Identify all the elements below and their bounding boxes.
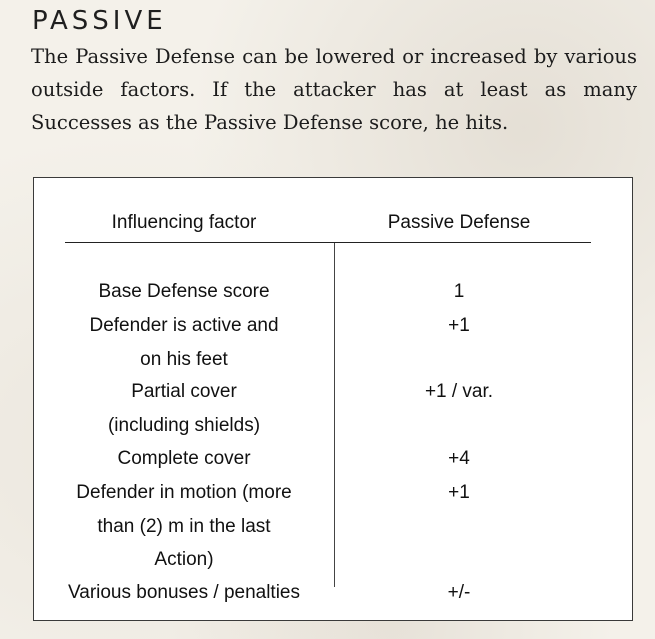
factor-line: than (2) m in the last	[97, 515, 271, 537]
factor-cell-complete-cover	[54, 442, 314, 476]
header-rule	[65, 242, 591, 243]
factor-line: Partial cover	[131, 381, 237, 402]
factor-cell-base-defense	[54, 275, 314, 309]
intro-paragraph: The Passive Defense can be lowered or increased by various outside factors. If the attacker has at least as many Successes as the Passive Defense score, he hits.	[31, 45, 637, 134]
factor-cell-various	[54, 576, 314, 610]
factor-cell-partial-cover	[54, 375, 314, 442]
factor-cell-in-motion	[54, 476, 314, 577]
factor-line: Action)	[154, 549, 214, 570]
value-cell-active: +1	[448, 315, 470, 336]
factor-line: Various bonuses / penalties	[67, 582, 301, 603]
value-cell-various: +/-	[447, 582, 471, 603]
value-cell-partial-cover: +1 / var.	[424, 381, 494, 402]
value-cell-in-motion: +1	[448, 482, 470, 503]
factor-line: Base Defense score	[98, 281, 270, 302]
passive-defense-table	[33, 177, 633, 621]
column-header-factor: Influencing factor	[111, 212, 257, 233]
factor-line: on his feet	[140, 348, 228, 370]
factor-line: Defender is active and	[89, 315, 279, 336]
factor-line: (including shields)	[107, 414, 261, 436]
column-header-passive-defense: Passive Defense	[387, 212, 531, 233]
factor-line: Complete cover	[117, 448, 251, 469]
factor-cell-active	[54, 309, 314, 376]
factor-line: Defender in motion (more	[76, 482, 292, 503]
value-cell-base-defense: 1	[453, 281, 465, 302]
section-heading: PASSIVE	[32, 6, 167, 36]
value-cell-complete-cover: +4	[448, 448, 470, 469]
